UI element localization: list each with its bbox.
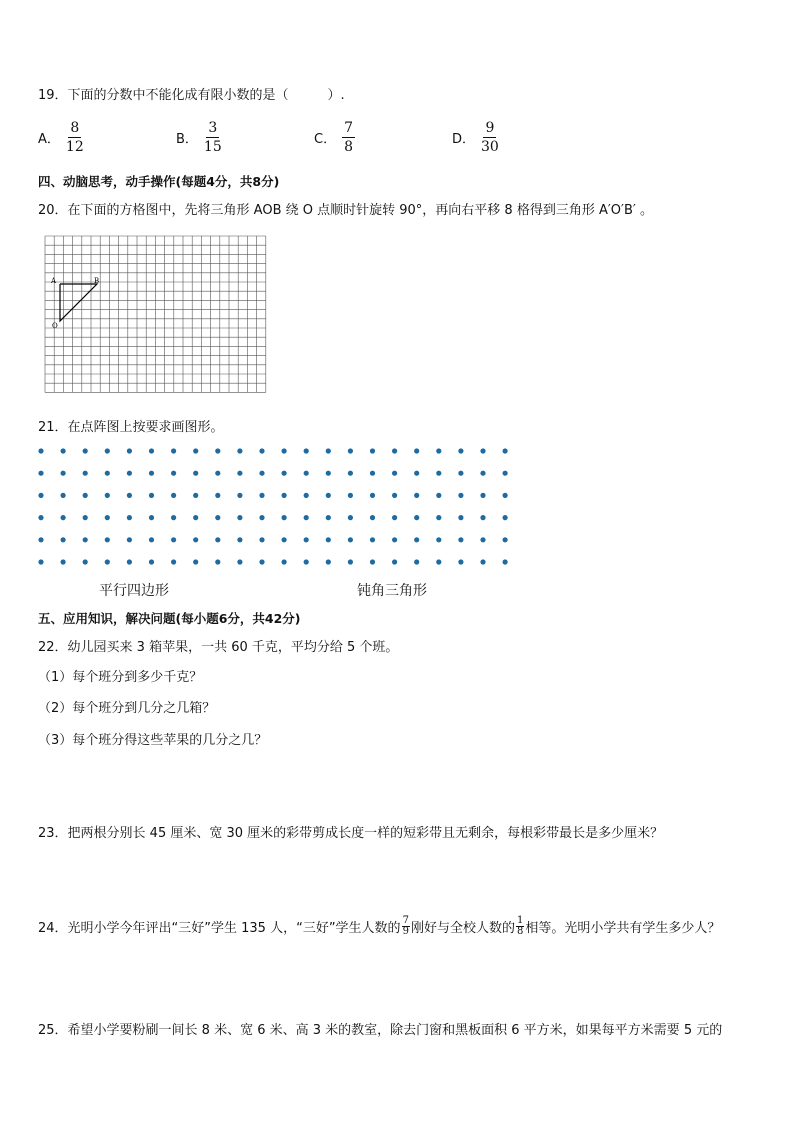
grid-dot <box>105 559 110 564</box>
grid-dot <box>171 515 176 520</box>
grid-dot <box>326 559 331 564</box>
option-a-numerator: 8 <box>70 120 80 136</box>
grid-dot <box>38 559 43 564</box>
fraction-seven-ninths <box>402 916 410 937</box>
question-25-text: 25．希望小学要粉刷一间长 8 米、宽 6 米、高 3 米的教室，除去门窗和黑板面积 6 平方米，如果每平方米需要 5 元的 <box>38 1023 723 1038</box>
grid-dot <box>436 559 441 564</box>
point-a-label: A <box>51 277 57 285</box>
grid-dot <box>370 537 375 542</box>
option-a-label: A． <box>38 132 60 147</box>
grid-dot <box>193 493 198 498</box>
question-24-part-2: 刚好与全校人数的 <box>410 921 515 936</box>
grid-dot <box>193 448 198 453</box>
grid-dot <box>193 471 198 476</box>
grid-dot <box>193 515 198 520</box>
fraction-1-denominator: 9 <box>402 926 409 937</box>
grid-dot <box>348 559 353 564</box>
grid-dot <box>215 448 220 453</box>
grid-dot <box>370 559 375 564</box>
grid-dot <box>304 559 309 564</box>
grid-dot <box>215 515 220 520</box>
grid-dot <box>414 559 419 564</box>
grid-dot <box>83 559 88 564</box>
grid-dot <box>348 471 353 476</box>
option-b-denominator: 15 <box>203 139 222 155</box>
grid-dot <box>414 537 419 542</box>
grid-dot <box>436 448 441 453</box>
grid-dot <box>480 471 485 476</box>
grid-dot <box>503 559 508 564</box>
grid-dot <box>414 493 419 498</box>
grid-dot <box>171 471 176 476</box>
grid-dot <box>215 493 220 498</box>
grid-dot <box>282 448 287 453</box>
section-4-heading: 四、动脑思考，动手操作(每题4分，共8分) <box>38 174 280 189</box>
grid-dot <box>237 559 242 564</box>
option-d-denominator: 30 <box>481 139 499 155</box>
grid-dot <box>149 515 154 520</box>
grid-dot <box>237 537 242 542</box>
grid-dot <box>105 537 110 542</box>
option-c-numerator: 7 <box>344 120 353 136</box>
grid-dot <box>127 471 132 476</box>
question-24-text <box>38 916 720 937</box>
option-b-label: B． <box>176 132 198 147</box>
question-24-part-1: 24．光明小学今年评出“三好”学生 135 人，“三好”学生人数的 <box>38 921 401 936</box>
grid-dot <box>458 537 463 542</box>
grid-dot <box>458 493 463 498</box>
grid-dot <box>38 537 43 542</box>
grid-dot <box>61 448 66 453</box>
question-24-part-3: 相等。光明小学共有学生多少人？ <box>525 921 721 936</box>
grid-dot <box>127 448 132 453</box>
grid-dot <box>149 448 154 453</box>
question-21-text: 21．在点阵图上按要求画图形。 <box>38 420 224 435</box>
grid-dot <box>304 515 309 520</box>
grid-dot <box>237 448 242 453</box>
question-19-text: 19．下面的分数中不能化成有限小数的是（ ）. <box>38 88 345 103</box>
grid-dot <box>436 493 441 498</box>
grid-dot <box>61 471 66 476</box>
grid-dot <box>304 471 309 476</box>
grid-dot <box>370 471 375 476</box>
grid-dot <box>480 448 485 453</box>
question-22-sub-1: （1）每个班分到多少千克？ <box>38 670 203 685</box>
grid-dot <box>458 448 463 453</box>
grid-dot <box>392 537 397 542</box>
grid-dot <box>392 493 397 498</box>
dot-grid <box>32 440 522 570</box>
grid-dot <box>83 537 88 542</box>
option-c-label: C． <box>314 132 337 147</box>
option-a-denominator: 12 <box>65 139 84 155</box>
grid-dot <box>237 515 242 520</box>
grid-dot <box>259 537 264 542</box>
option-d-fraction <box>481 120 499 155</box>
grid-dot <box>370 515 375 520</box>
grid-dot <box>503 537 508 542</box>
option-d <box>452 120 499 155</box>
grid-dot <box>127 559 132 564</box>
grid-dot <box>38 515 43 520</box>
grid-dot <box>149 493 154 498</box>
grid-dot <box>259 559 264 564</box>
grid-dot <box>304 493 309 498</box>
grid-dot <box>83 448 88 453</box>
grid-dot <box>83 493 88 498</box>
option-c <box>314 120 355 155</box>
grid-dot <box>436 537 441 542</box>
grid-dot <box>458 471 463 476</box>
grid-dot <box>259 448 264 453</box>
point-o-label: O <box>52 322 58 330</box>
grid-dot <box>149 471 154 476</box>
grid-dot <box>414 471 419 476</box>
grid-dot <box>480 515 485 520</box>
grid-dot <box>503 448 508 453</box>
grid-dot <box>392 471 397 476</box>
grid-dot <box>259 471 264 476</box>
option-d-numerator: 9 <box>485 120 495 136</box>
grid-dot <box>414 515 419 520</box>
grid-dot <box>215 559 220 564</box>
grid-dot <box>436 471 441 476</box>
grid-dot <box>392 448 397 453</box>
grid-dot <box>171 559 176 564</box>
grid-dot <box>503 515 508 520</box>
grid-dot <box>370 448 375 453</box>
grid-dot <box>193 537 198 542</box>
grid-dot <box>259 493 264 498</box>
grid-dot <box>458 515 463 520</box>
grid-dot <box>61 537 66 542</box>
grid-dot <box>348 448 353 453</box>
grid-dot <box>193 559 198 564</box>
fraction-2-numerator: 1 <box>516 915 524 926</box>
grid-dot <box>149 537 154 542</box>
grid-dot <box>326 537 331 542</box>
grid-dot <box>282 493 287 498</box>
grid-dot <box>259 515 264 520</box>
fraction-one-eighth <box>516 916 524 937</box>
grid-dot <box>436 515 441 520</box>
question-20-text: 20．在下面的方格图中，先将三角形 AOB 绕 O 点顺时针旋转 90°，再向右平移 8 格得到三角形 A′O′B′ 。 <box>38 203 653 218</box>
option-b-numerator: 3 <box>208 120 218 136</box>
grid-dot <box>282 471 287 476</box>
caption-parallelogram: 平行四边形 <box>99 583 169 599</box>
grid-dot <box>83 515 88 520</box>
option-c-denominator: 8 <box>344 139 353 155</box>
caption-obtuse-triangle: 钝角三角形 <box>357 583 427 599</box>
grid-dot <box>237 471 242 476</box>
point-b-label: B <box>94 277 100 285</box>
fraction-2-denominator: 8 <box>516 926 524 937</box>
question-22-sub-3: （3）每个班分得这些苹果的几分之几？ <box>38 733 268 748</box>
grid-dot <box>38 471 43 476</box>
grid-dot <box>304 537 309 542</box>
grid-dot <box>215 471 220 476</box>
grid-dot <box>480 493 485 498</box>
grid-dot <box>83 471 88 476</box>
grid-dot <box>61 493 66 498</box>
grid-dot <box>282 559 287 564</box>
grid-dot <box>348 537 353 542</box>
fraction-1-numerator: 7 <box>402 915 409 926</box>
question-23-text: 23．把两根分别长 45 厘米、宽 30 厘米的彩带剪成长度一样的短彩带且无剩余，每根彩带最长是多少厘米？ <box>38 826 664 841</box>
grid-dot <box>105 493 110 498</box>
question-22-sub-2: （2）每个班分到几分之几箱？ <box>38 701 216 716</box>
grid-dot <box>105 471 110 476</box>
option-c-fraction <box>342 120 355 155</box>
grid-dot <box>503 471 508 476</box>
grid-dot <box>61 559 66 564</box>
grid-dot <box>171 537 176 542</box>
grid-dot <box>370 493 375 498</box>
grid-dot <box>127 515 132 520</box>
grid-dot <box>105 448 110 453</box>
grid-dot <box>326 493 331 498</box>
grid-dot <box>503 493 508 498</box>
square-grid <box>42 234 274 394</box>
grid-dot <box>414 448 419 453</box>
grid-dot <box>304 448 309 453</box>
grid-dot <box>237 493 242 498</box>
grid-dot <box>282 515 287 520</box>
grid-dot <box>480 559 485 564</box>
question-22-text: 22．幼儿园买来 3 箱苹果，一共 60 千克，平均分给 5 个班。 <box>38 640 399 655</box>
grid-dot <box>105 515 110 520</box>
grid-dot <box>326 515 331 520</box>
grid-dot <box>326 448 331 453</box>
grid-dot <box>392 515 397 520</box>
grid-dot <box>127 537 132 542</box>
triangle-aob <box>60 284 97 321</box>
option-a-fraction <box>66 120 84 155</box>
grid-dot <box>38 448 43 453</box>
grid-dot <box>480 537 485 542</box>
grid-dot <box>282 537 287 542</box>
grid-dot <box>348 493 353 498</box>
grid-dot <box>458 559 463 564</box>
grid-dot <box>326 471 331 476</box>
grid-dot <box>348 515 353 520</box>
grid-dot <box>38 493 43 498</box>
grid-dot <box>149 559 154 564</box>
option-b-fraction <box>204 120 222 155</box>
grid-dot <box>171 493 176 498</box>
option-b <box>176 120 222 155</box>
grid-dot <box>127 493 132 498</box>
section-5-heading: 五、应用知识，解决问题(每小题6分，共42分) <box>38 611 301 626</box>
grid-dot <box>392 559 397 564</box>
option-a <box>38 120 84 155</box>
grid-dot <box>171 448 176 453</box>
grid-dot <box>61 515 66 520</box>
option-d-label: D． <box>452 132 476 147</box>
grid-dot <box>215 537 220 542</box>
